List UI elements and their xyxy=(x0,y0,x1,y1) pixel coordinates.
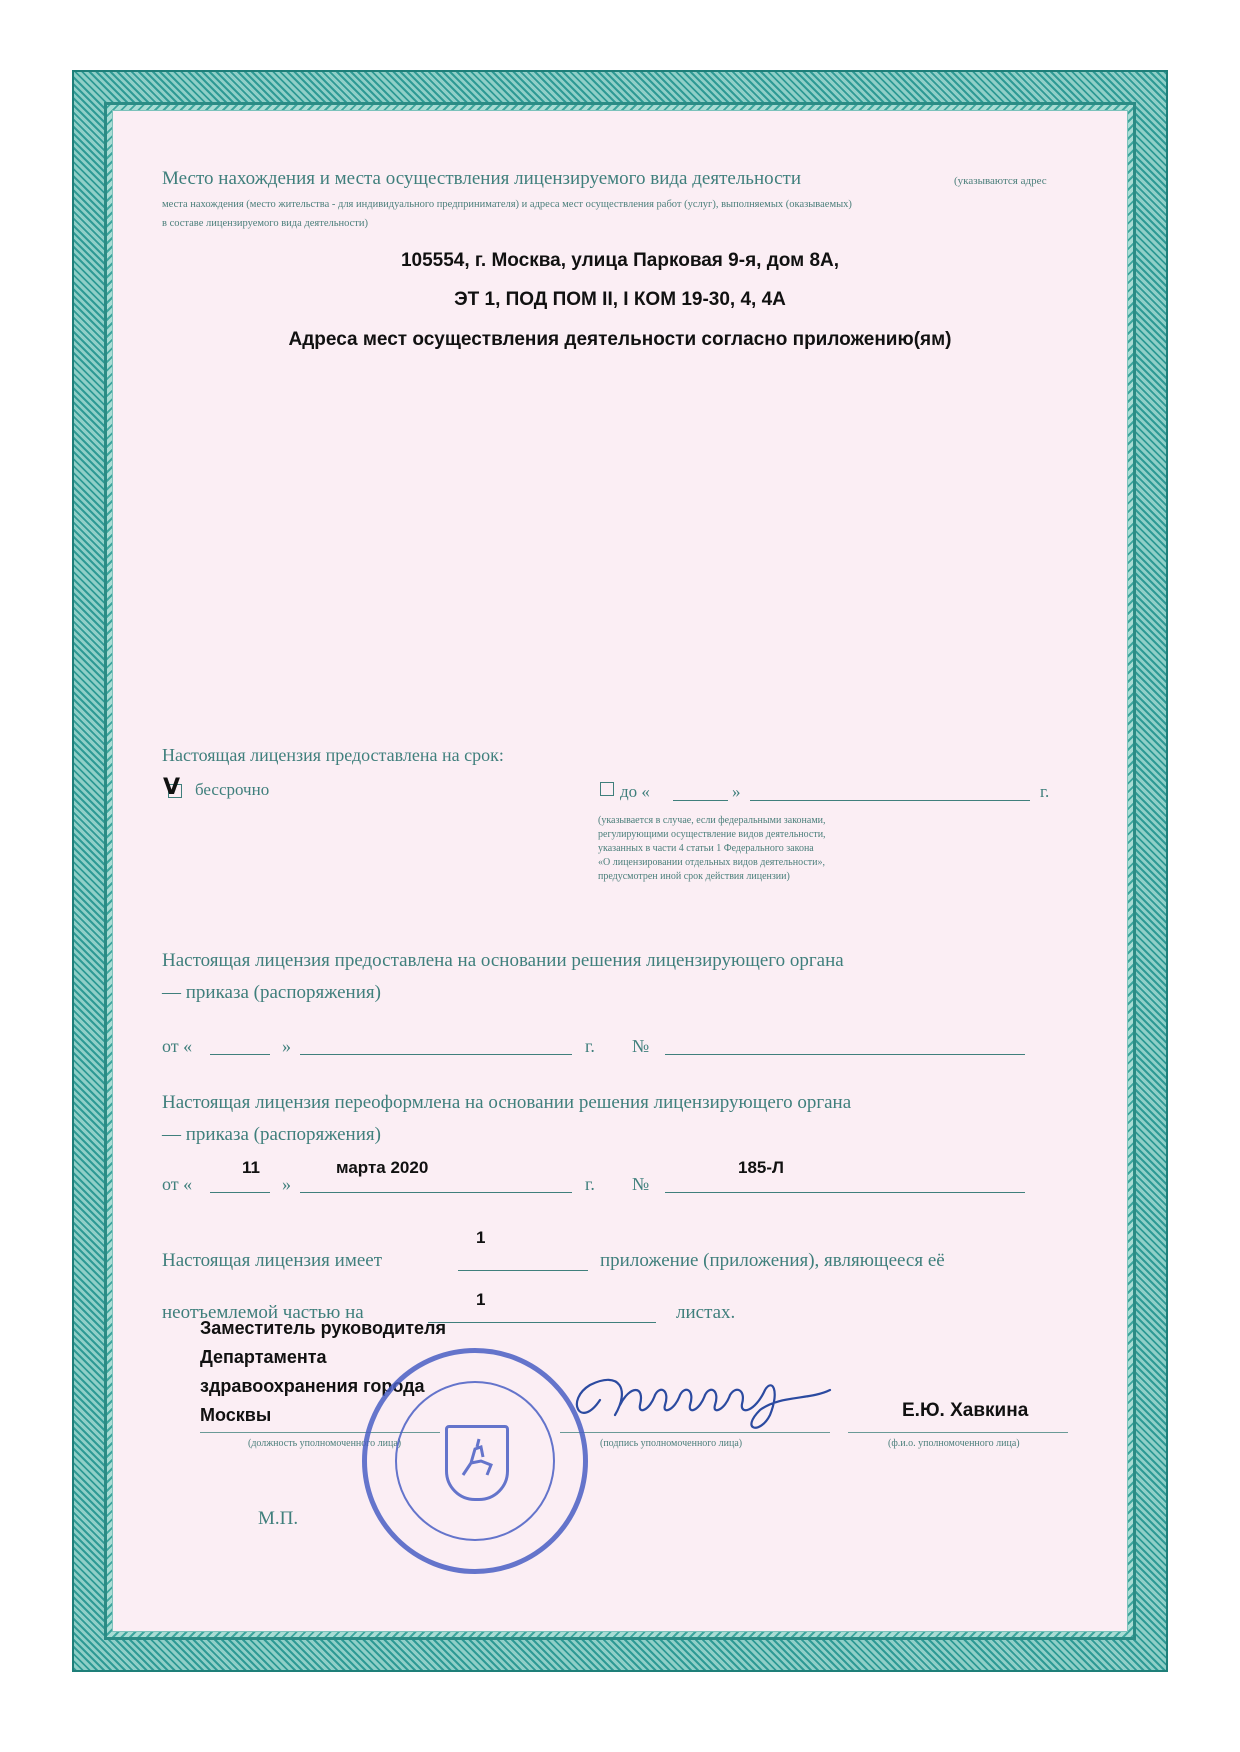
until-checkbox xyxy=(600,782,614,796)
address-line-1: 105554, г. Москва, улица Парковая 9-я, дом 8А, xyxy=(400,250,840,271)
term-note-2: регулирующими осуществление видов деятельности, xyxy=(598,829,826,840)
reissue-number-line xyxy=(665,1192,1025,1193)
basis-day-line xyxy=(210,1054,270,1055)
basis-line-2: — приказа (распоряжения) xyxy=(162,982,381,1003)
check-mark: V xyxy=(163,775,181,800)
address-line-3: Адреса мест осуществления деятельности согласно приложению(ям) xyxy=(288,329,952,350)
until-date-line xyxy=(750,800,1030,801)
official-seal xyxy=(362,1348,588,1574)
appendix-count-line xyxy=(458,1270,588,1271)
location-note-2: места нахождения (место жительства - для индивидуального предпринимателя) и адреса мест осуществления работ (услуг), выполняемых (оказываемых) xyxy=(162,199,852,210)
appendix-line-2-end: листах. xyxy=(676,1302,736,1323)
appendix-line-2-start: неотъемлемой частью на xyxy=(162,1302,364,1323)
location-note-1: (указываются адрес xyxy=(954,175,1047,187)
reissue-close-quote: » xyxy=(282,1174,291,1194)
signer-position-4: Москвы xyxy=(200,1405,272,1425)
term-note-1: (указывается в случае, если федеральными законами, xyxy=(598,815,826,826)
handwritten-signature xyxy=(560,1360,860,1440)
seal-label: М.П. xyxy=(258,1508,299,1529)
term-title: Настоящая лицензия предоставлена на срок: xyxy=(162,745,504,765)
basis-date-line xyxy=(300,1054,572,1055)
term-note-3: указанных в части 4 статьи 1 Федерального закона xyxy=(598,843,814,854)
unlimited-label: бессрочно xyxy=(195,780,270,799)
name-caption: (ф.и.о. уполномоченного лица) xyxy=(888,1438,1020,1449)
reissue-date-line xyxy=(300,1192,572,1193)
appendix-sheets-line xyxy=(428,1322,656,1323)
reissue-year: г. xyxy=(585,1174,595,1194)
address-line-2: ЭТ 1, ПОД ПОМ II, I КОМ 19-30, 4, 4А xyxy=(454,289,786,310)
basis-from: от « xyxy=(162,1036,193,1056)
reissue-line-1: Настоящая лицензия переоформлена на основании решения лицензирующего органа xyxy=(162,1092,852,1113)
location-title: Место нахождения и места осуществления лицензируемого вида деятельности xyxy=(162,168,802,189)
appendix-sheets: 1 xyxy=(476,1290,486,1309)
until-day-line xyxy=(673,800,728,801)
signature-caption: (подпись уполномоченного лица) xyxy=(600,1438,743,1449)
appendix-count: 1 xyxy=(476,1228,486,1247)
appendix-line-1-start: Настоящая лицензия имеет xyxy=(162,1250,383,1271)
reissue-day-line xyxy=(210,1192,270,1193)
signer-position-1: Заместитель руководителя xyxy=(200,1318,446,1338)
until-label: до « xyxy=(620,782,650,801)
term-note-4: «О лицензировании отдельных видов деятельности», xyxy=(598,857,825,868)
basis-close-quote: » xyxy=(282,1036,291,1056)
seal-rider-icon xyxy=(453,1435,501,1491)
position-caption: (должность уполномоченного лица) xyxy=(248,1438,402,1449)
until-close-quote: » xyxy=(732,782,741,801)
basis-line-1: Настоящая лицензия предоставлена на основании решения лицензирующего органа xyxy=(162,950,844,971)
until-year-suffix: г. xyxy=(1040,782,1050,801)
basis-year: г. xyxy=(585,1036,595,1056)
reissue-month-year: марта 2020 xyxy=(336,1158,429,1177)
location-note-3: в составе лицензируемого вида деятельности) xyxy=(162,218,369,229)
reissue-order-number: 185-Л xyxy=(738,1158,784,1177)
basis-number-sign: № xyxy=(632,1036,650,1056)
signer-position-2: Департамента xyxy=(200,1347,327,1367)
reissue-line-2: — приказа (распоряжения) xyxy=(162,1124,381,1145)
name-line xyxy=(848,1432,1068,1433)
term-note-5: предусмотрен иной срок действия лицензии) xyxy=(598,871,790,882)
reissue-from: от « xyxy=(162,1174,193,1194)
reissue-day: 11 xyxy=(242,1158,260,1177)
reissue-number-sign: № xyxy=(632,1174,650,1194)
basis-number-line xyxy=(665,1054,1025,1055)
signer-position-3: здравоохранения города xyxy=(200,1376,425,1396)
signer-name: Е.Ю. Хавкина xyxy=(902,1400,1029,1421)
appendix-line-1-end: приложение (приложения), являющееся её xyxy=(600,1250,945,1271)
